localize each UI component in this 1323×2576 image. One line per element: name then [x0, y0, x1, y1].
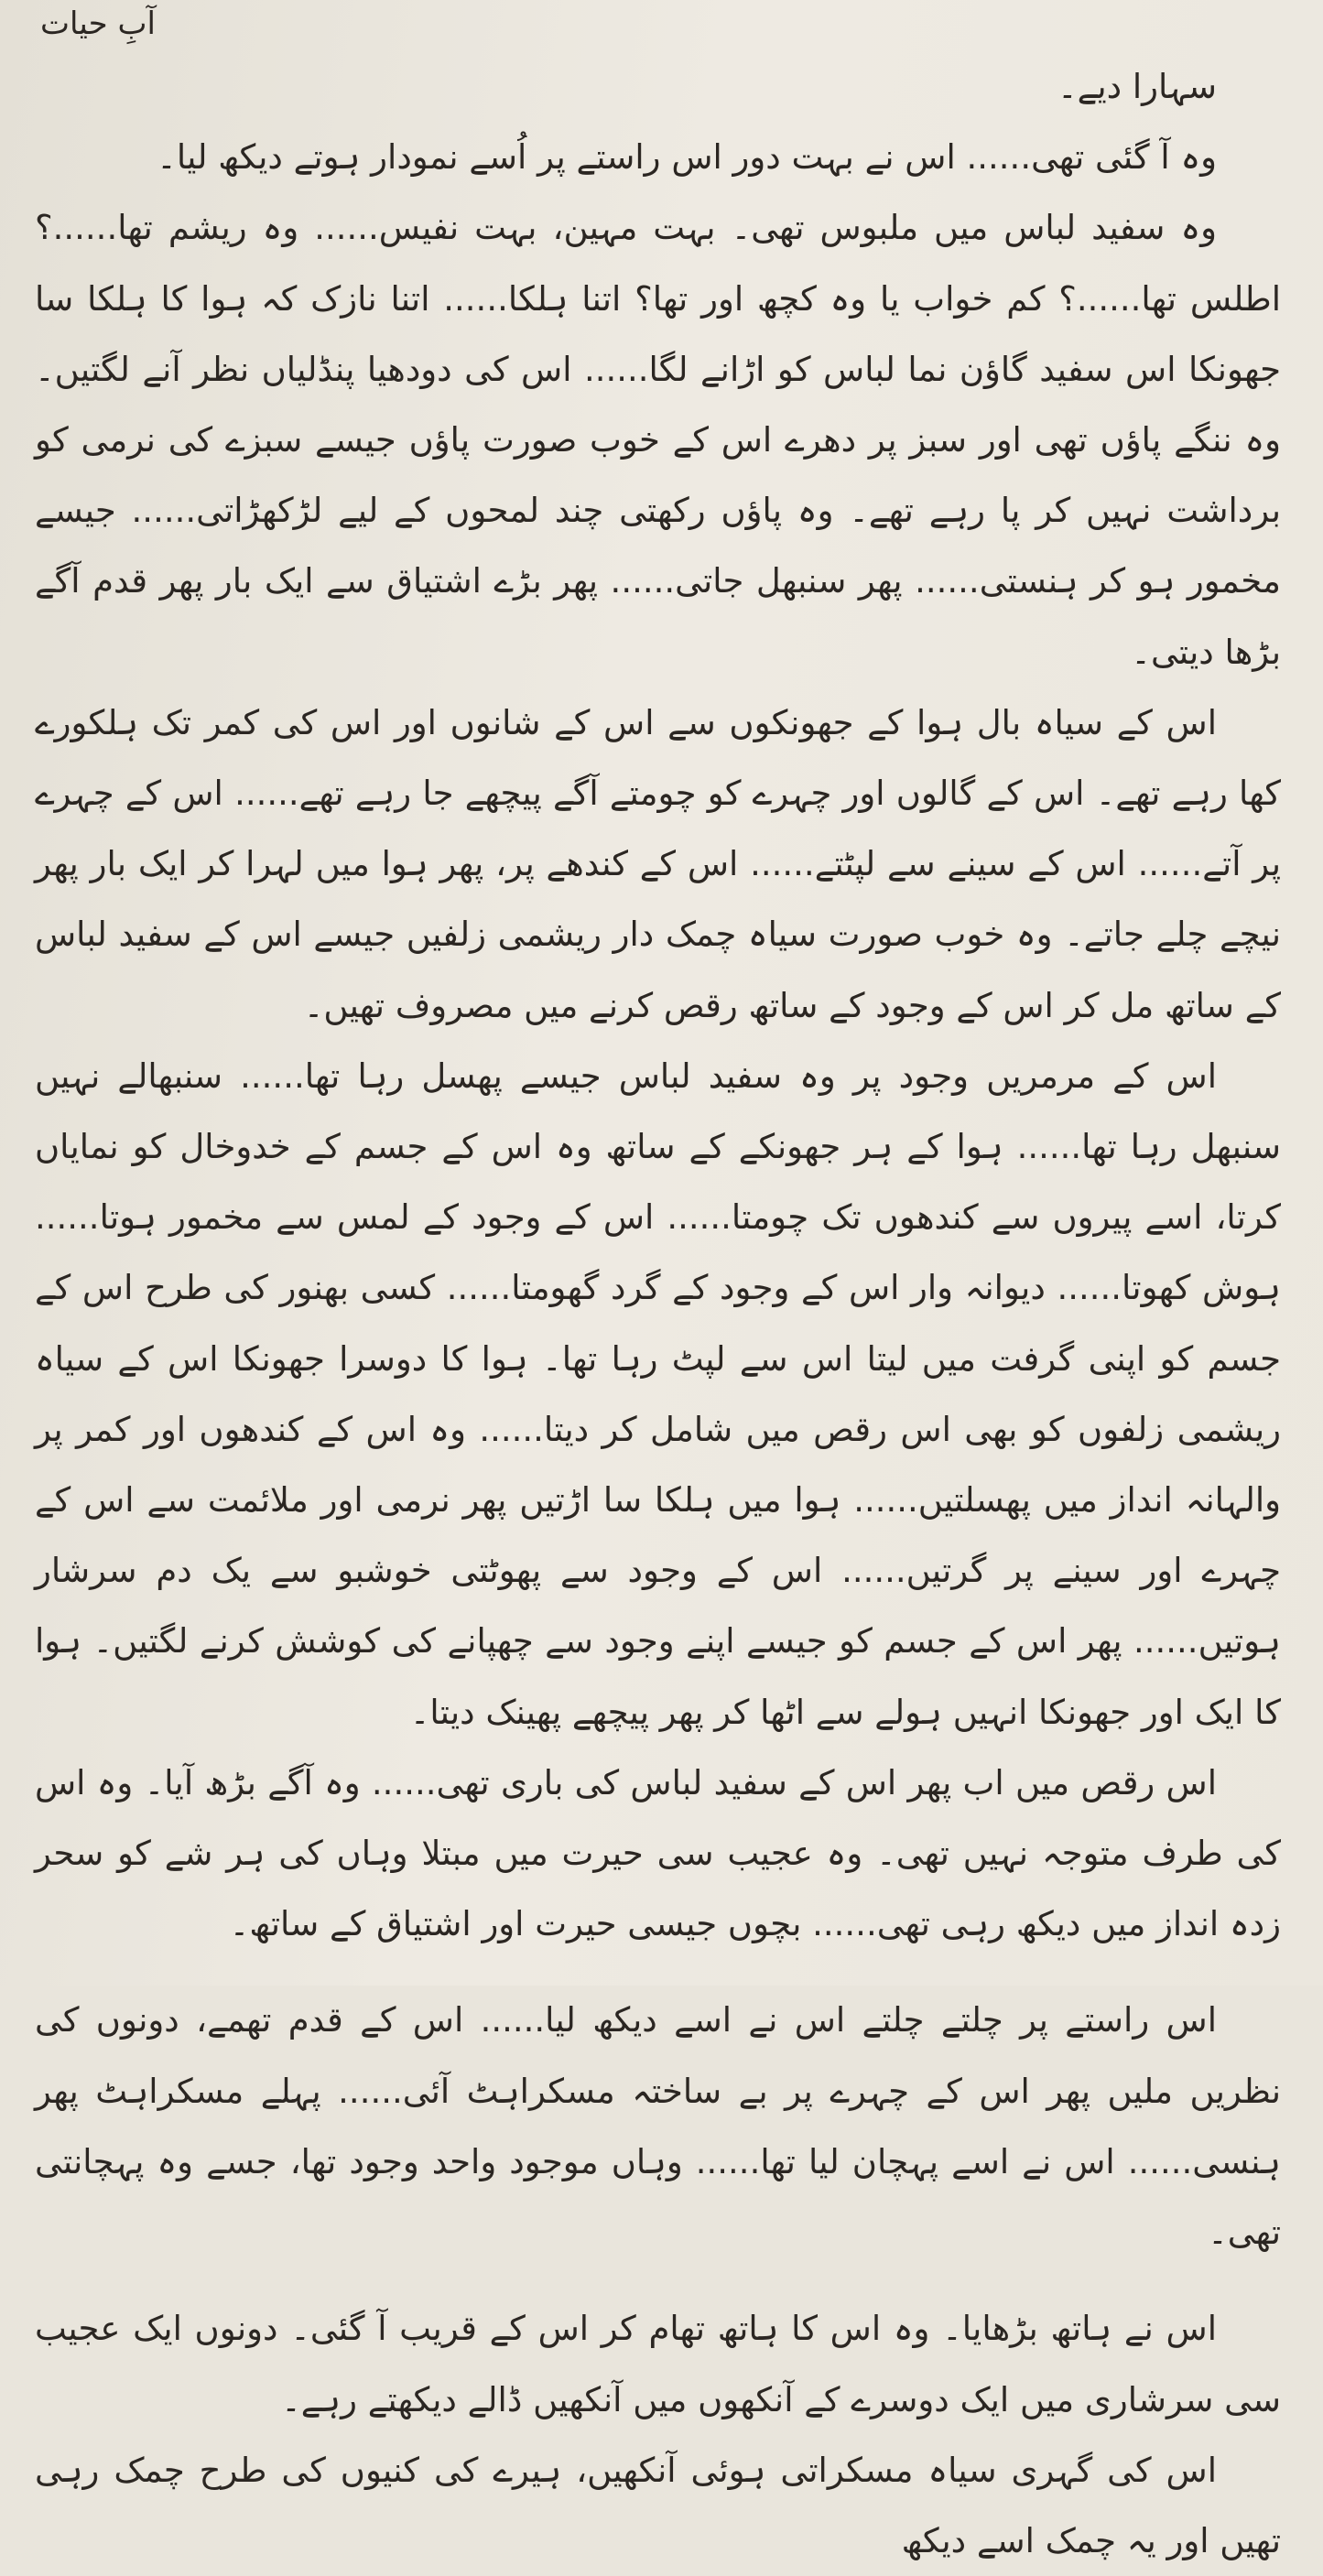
paragraph: اس راستے پر چلتے چلتے اس نے اسے دیکھ لیا...... اس کے قدم تھمے، دونوں کی نظریں ملیں پھر اس کے چہرے پر بے ساختہ مسکراہٹ آئی...... پہلے مسکراہٹ پھر ہنسی...... اس نے اسے پہچان لیا تھا...... وہاں موجود واحد وجود تھا، جسے وہ پہچانتی تھی۔	[35, 2000, 1281, 2253]
paragraph: وہ سفید لباس میں ملبوس تھی۔ بہت مہین، بہت نفیس...... وہ ریشم تھا......؟ اطلس تھا......؟ کم خواب یا وہ کچھ اور تھا؟ اتنا ہلکا...... اتنا نازک کہ ہوا کا ہلکا سا جھونکا اس سفید گاؤن نما لباس کو اڑانے لگا...... اس کی دودھیا پنڈلیاں نظر آنے لگتیں۔ وہ ننگے پاؤں تھی اور سبز پر دھرے اس کے خوب صورت پاؤں جیسے سبزے کی نرمی کو برداشت نہیں کر پا رہے تھے۔ وہ پاؤں رکھتی چند لمحوں کے لیے لڑکھڑاتی...... جیسے مخمور ہو کر ہنستی...... پھر سنبھل جاتی...... پھر بڑے اشتیاق سے ایک بار پھر قدم آگے بڑھا دیتی۔	[35, 208, 1281, 672]
paragraph: اس کے سیاہ بال ہوا کے جھونکوں سے اس کے شانوں اور اس کی کمر تک ہلکورے کھا رہے تھے۔ اس کے گالوں اور چہرے کو چومتے آگے پیچھے جا رہے تھے...... اس کے چہرے پر آتے...... اس کے سینے سے لپٹتے...... اس کے کندھے پر، پھر ہوا میں لہرا کر ایک بار پھر نیچے چلے جاتے۔ وہ خوب صورت سیاہ چمک دار ریشمی زلفیں جیسے اس کے سفید لباس کے ساتھ مل کر اس کے وجود کے ساتھ رقص کرنے میں مصروف تھیں۔	[35, 702, 1281, 1025]
paragraph: اس رقص میں اب پھر اس کے سفید لباس کی باری تھی...... وہ آگے بڑھ آیا۔ وہ اس کی طرف متوجہ نہیں تھی۔ وہ عجیب سی حیرت میں مبتلا وہاں کی ہر شے کو سحر زدہ انداز میں دیکھ رہی تھی...... بچوں جیسی حیرت اور اشتیاق کے ساتھ۔	[35, 1762, 1281, 1944]
paragraph: اس کے مرمریں وجود پر وہ سفید لباس جیسے پھسل رہا تھا...... سنبھالے نہیں سنبھل رہا تھا...... ہوا کے ہر جھونکے کے ساتھ وہ اس کے جسم کے خدوخال کو نمایاں کرتا، اسے پیروں سے کندھوں تک چومتا...... اس کے وجود کے لمس سے مخمور ہوتا...... ہوش کھوتا...... دیوانہ وار اس کے وجود کے گرد گھومتا...... کسی بھنور کی طرح اس کے جسم کو اپنی گرفت میں لیتا اس سے لپٹ رہا تھا۔ ہوا کا دوسرا جھونکا اس کے سیاہ ریشمی زلفوں کو بھی اس رقص میں شامل کر دیتا...... وہ اس کے کندھوں اور کمر پر والہانہ انداز میں پھسلتیں...... ہوا میں ہلکا سا اڑتیں پھر نرمی اور ملائمت سے اس کے چہرے اور سینے پر گرتیں...... اس کے وجود سے پھوٹتی خوشبو سے یک دم سرشار ہوتیں...... پھر اس کے جسم کو جیسے اپنے وجود سے چھپانے کی کوشش کرنے لگتیں۔ ہوا کا ایک اور جھونکا انہیں ہولے سے اٹھا کر پھر پیچھے پھینک دیتا۔	[35, 1055, 1281, 1732]
page-body	[35, 51, 1281, 2576]
paragraph: اس کی گہری سیاہ مسکراتی ہوئی آنکھیں، ہیرے کی کنیوں کی طرح چمک رہی تھیں اور یہ چمک اسے دیکھ	[35, 2450, 1281, 2560]
paragraph: وہ آ گئی تھی...... اس نے بہت دور اس راستے پر اُسے نمودار ہوتے دیکھ لیا۔	[157, 137, 1217, 178]
running-header: آبِ حیات	[40, 5, 156, 42]
paragraph: سہارا دیے۔	[1057, 67, 1217, 106]
paragraph: اس نے ہاتھ بڑھایا۔ وہ اس کا ہاتھ تھام کر اس کے قریب آ گئی۔ دونوں ایک عجیب سی سرشاری میں ایک دوسرے کے آنکھوں میں آنکھیں ڈالے دیکھتے رہے۔	[35, 2309, 1281, 2419]
